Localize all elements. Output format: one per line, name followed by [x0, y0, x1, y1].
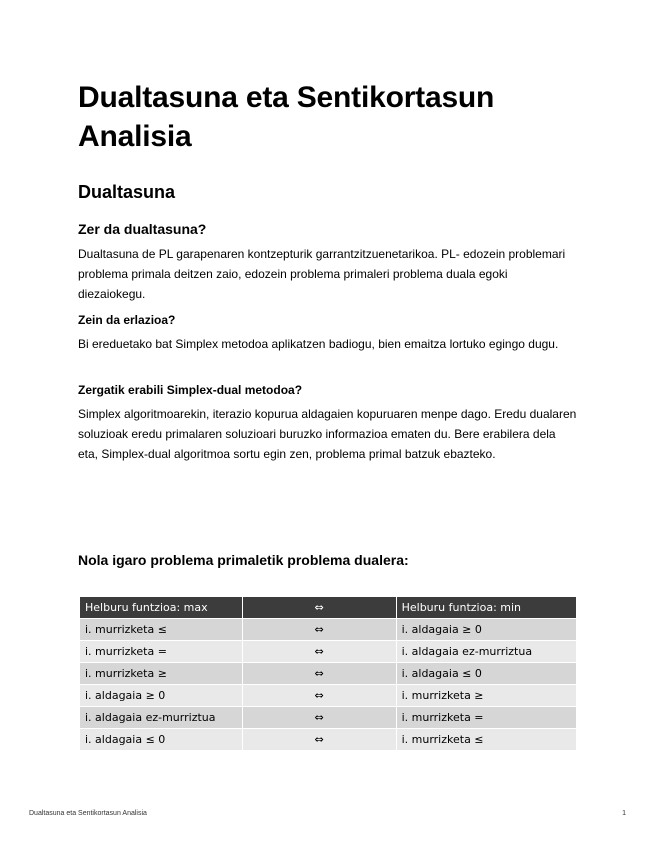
- section-heading: Dualtasuna: [78, 182, 176, 202]
- dual-cell: i. murrizketa ≤: [396, 729, 576, 751]
- title-block: [78, 78, 578, 156]
- primal-cell: i. aldagaia ≤ 0: [80, 729, 242, 751]
- table-row: [80, 641, 577, 663]
- primal-cell: i. murrizketa ≥: [80, 663, 242, 685]
- dual-cell: i. aldagaia ≤ 0: [396, 663, 576, 685]
- primal-cell: i. murrizketa =: [80, 641, 242, 663]
- header-cell-dual: Helburu funtzioa: min: [396, 597, 576, 619]
- primal-cell: i. aldagaia ≥ 0: [80, 685, 242, 707]
- primal-cell: i. aldagaia ez-murriztua: [80, 707, 242, 729]
- paragraph-1: Dualtasuna de PL garapenaren kontzepturik garrantzitzuenetarikoa. PL- edozein problemari problema primala deitzen zaio, edozein problema primaleri problema duala egoki diezaiokegu.: [78, 247, 566, 301]
- arrow-cell: ⇔: [242, 685, 396, 707]
- arrow-cell: ⇔: [242, 641, 396, 663]
- footer-page-number: 1: [622, 810, 626, 817]
- dual-cell: i. murrizketa =: [396, 707, 576, 729]
- dual-cell: i. aldagaia ez-murriztua: [396, 641, 576, 663]
- arrow-cell: ⇔: [242, 663, 396, 685]
- question-heading-2: Zein da erlazioa?: [78, 313, 176, 327]
- question-heading-3: Zergatik erabili Simplex-dual metodoa?: [78, 383, 303, 397]
- footer-document-title: Dualtasuna eta Sentikortasun Analisia: [29, 810, 147, 817]
- page-title: Dualtasuna eta Sentikortasun Analisia: [78, 81, 495, 153]
- header-cell-arrow: ⇔: [242, 597, 396, 619]
- table-row: [80, 619, 577, 641]
- dual-cell: i. aldagaia ≥ 0: [396, 619, 576, 641]
- question-heading-1: Zer da dualtasuna?: [78, 221, 207, 237]
- arrow-cell: ⇔: [242, 707, 396, 729]
- header-cell-primal: Helburu funtzioa: max: [80, 597, 242, 619]
- table-row: [80, 707, 577, 729]
- arrow-cell: ⇔: [242, 729, 396, 751]
- paragraph-3: Simplex algoritmoarekin, iterazio kopurua aldagaien kopuruaren menpe dago. Eredu dualaren soluzioak eredu primalaren soluzioari buruzko informazioa ematen du. Bere erabilera dela eta, Simplex-dual algoritmoa sortu egin zen, problema primal batzuk ebazteko.: [78, 407, 577, 461]
- table-row: [80, 685, 577, 707]
- table-row: [80, 729, 577, 751]
- table-header-row: [80, 597, 577, 619]
- primal-dual-table: [80, 597, 577, 751]
- paragraph-2: Bi ereduetako bat Simplex metodoa aplikatzen badiogu, bien emaitza lortuko egingo dugu.: [78, 337, 559, 351]
- table-row: [80, 663, 577, 685]
- primal-cell: i. murrizketa ≤: [80, 619, 242, 641]
- conversion-heading: Nola igaro problema primaletik problema dualera:: [78, 552, 409, 568]
- dual-cell: i. murrizketa ≥: [396, 685, 576, 707]
- arrow-cell: ⇔: [242, 619, 396, 641]
